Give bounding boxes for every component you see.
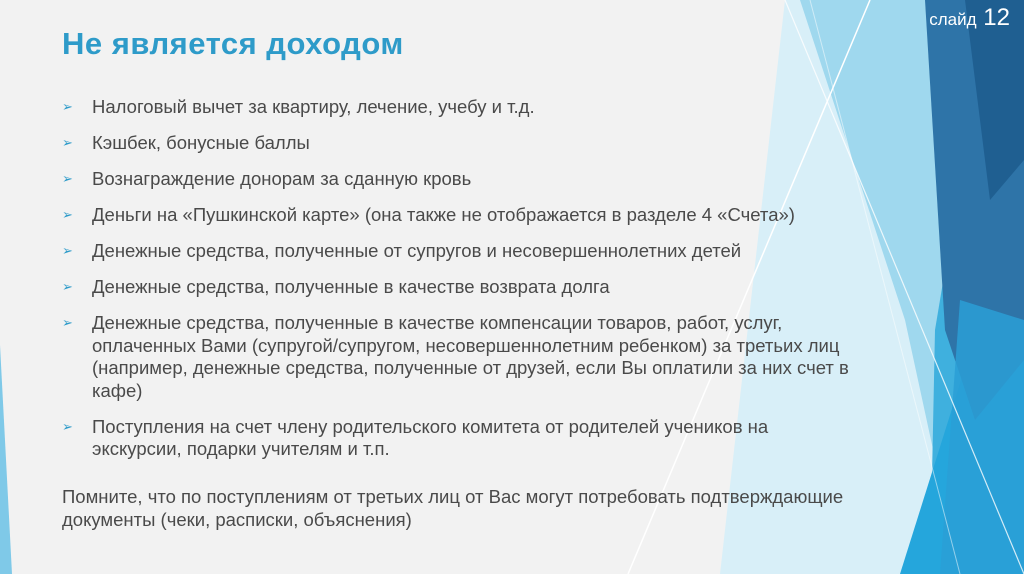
bullet-item — [62, 312, 862, 402]
bullet-item — [62, 96, 862, 119]
bullet-text: Вознаграждение донорам за сданную кровь — [92, 168, 472, 189]
bullet-text: Кэшбек, бонусные баллы — [92, 132, 310, 153]
triangle-bullet-icon: ➢ — [62, 99, 73, 114]
triangle-bullet-icon: ➢ — [62, 279, 73, 294]
bullet-item — [62, 240, 862, 263]
deco-shape-left-accent — [0, 345, 12, 574]
slide-number — [929, 4, 1010, 32]
triangle-bullet-icon: ➢ — [62, 171, 73, 186]
bullet-item — [62, 132, 862, 155]
bullet-item — [62, 416, 862, 461]
slide-number-label: слайд — [929, 10, 977, 29]
slide-number-value: 12 — [983, 4, 1010, 31]
triangle-bullet-icon: ➢ — [62, 135, 73, 150]
triangle-bullet-icon: ➢ — [62, 207, 73, 222]
bullet-text: Денежные средства, полученные в качестве компенсации товаров, работ, услуг, оплаченных Вами (супругой/супругом, несовершеннолетним ребенком) за третьих лиц (например, денежные средства, полученные от друзей, если Вы оплатили за них счет в кафе) — [92, 312, 849, 401]
bullet-item — [62, 168, 862, 191]
bullet-item — [62, 276, 862, 299]
triangle-bullet-icon: ➢ — [62, 243, 73, 258]
bullet-list — [62, 96, 862, 474]
bullet-item — [62, 204, 862, 227]
bullet-text: Деньги на «Пушкинской карте» (она также не отображается в разделе 4 «Счета») — [92, 204, 795, 225]
reminder-note: Помните, что по поступлениям от третьих лиц от Вас могут потребовать подтверждающие документы (чеки, расписки, объяснения) — [62, 486, 844, 530]
bullet-text: Денежные средства, полученные в качестве возврата долга — [92, 276, 610, 297]
bullet-text: Налоговый вычет за квартиру, лечение, учебу и т.д. — [92, 96, 535, 117]
bullet-text: Поступления на счет члену родительского комитета от родителей учеников на экскурсии, подарки учителям и т.п. — [92, 415, 769, 459]
slide-title: Не является доходом — [62, 26, 404, 61]
triangle-bullet-icon: ➢ — [62, 418, 73, 434]
bullet-text: Денежные средства, полученные от супругов и несовершеннолетних детей — [92, 240, 742, 261]
triangle-bullet-icon: ➢ — [62, 315, 73, 330]
